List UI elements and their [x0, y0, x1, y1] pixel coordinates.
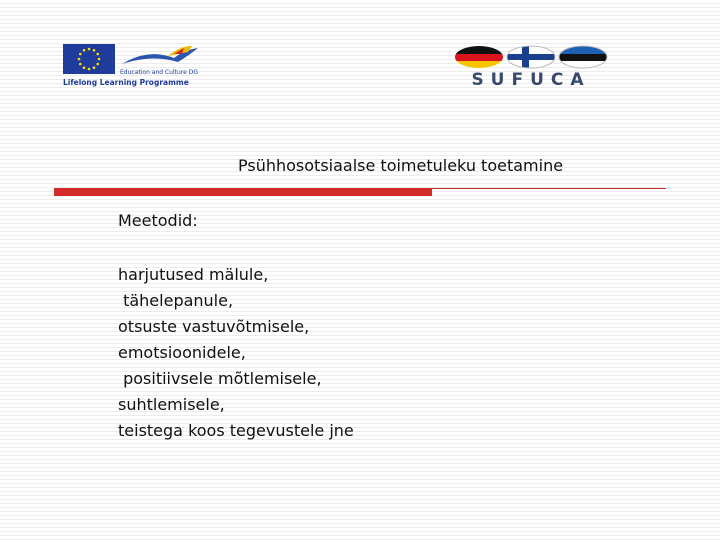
eu-caption: Education and Culture DG: [120, 69, 198, 76]
methods-list: [118, 262, 354, 444]
method-item-communication: suhtlemisele,: [118, 395, 225, 414]
eu-flag-icon: [63, 44, 115, 74]
eu-program-name: Lifelong Learning Programme: [63, 78, 189, 87]
eu-lifelong-learning-logo: [63, 44, 203, 90]
sufuca-logo: [454, 44, 610, 88]
methods-heading: Meetodid:: [118, 211, 198, 230]
method-item-emotions: emotsioonidele,: [118, 343, 246, 362]
title-underline-thick: [54, 188, 432, 196]
method-item-group-activities: teistega koos tegevustele jne: [118, 421, 354, 440]
slide-title: Psühhosotsiaalse toimetuleku toetamine: [238, 156, 564, 175]
partner-name: SUFUCA: [471, 70, 591, 90]
method-item-decision-making: otsuste vastuvõtmisele,: [118, 317, 310, 336]
method-item-memory: harjutused mälule,: [118, 265, 269, 284]
method-item-positive-thinking: positiivsele mõtlemisele,: [118, 369, 322, 388]
method-item-attention: tähelepanule,: [118, 291, 234, 310]
